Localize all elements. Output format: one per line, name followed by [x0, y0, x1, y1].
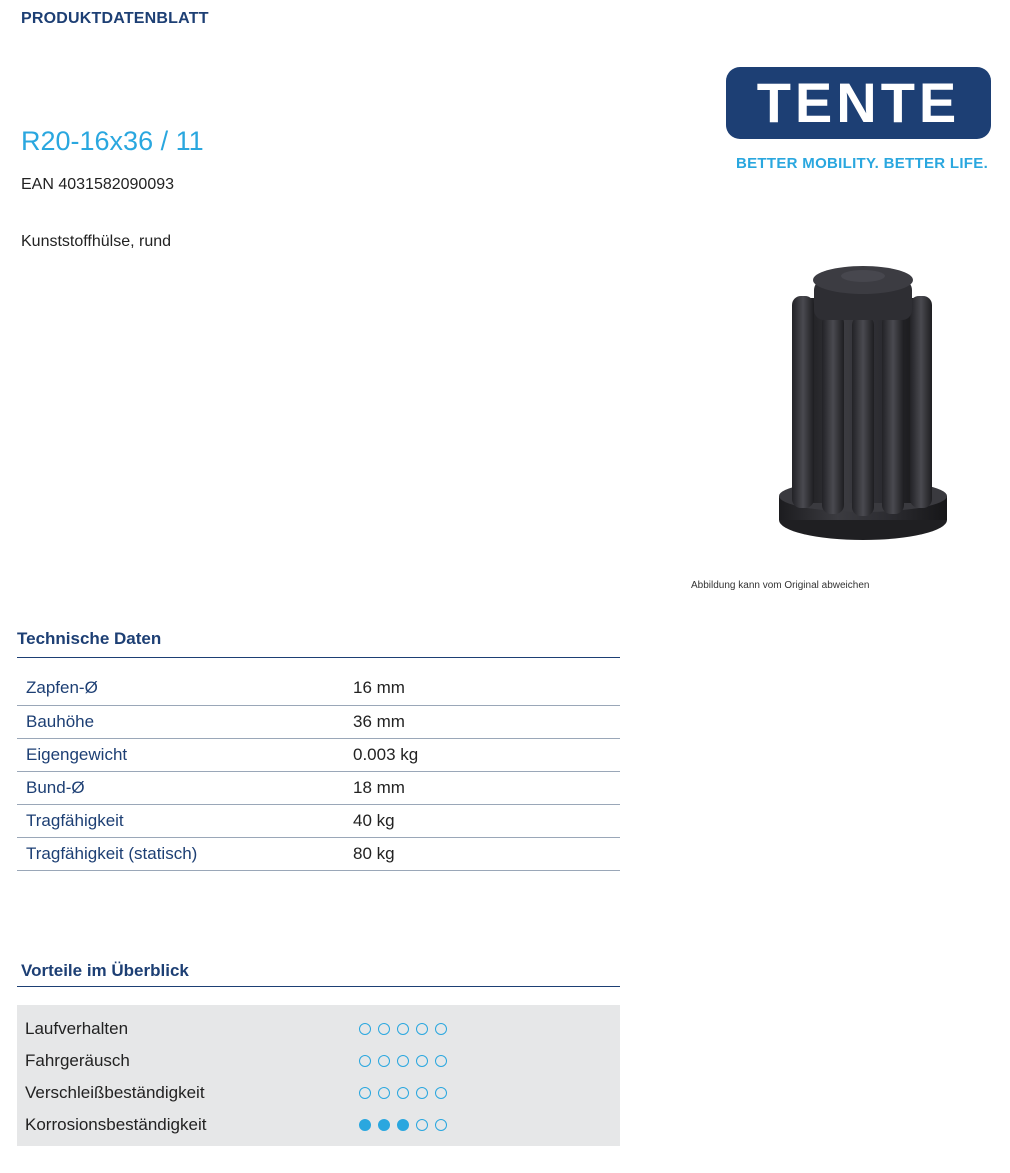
advantages-rule — [17, 986, 620, 987]
spec-label: Eigengewicht — [26, 744, 128, 764]
advantage-label: Laufverhalten — [25, 1019, 129, 1038]
rating-dot-empty-icon — [397, 1023, 409, 1035]
rating-dot-empty-icon — [416, 1119, 428, 1131]
advantages-title: Vorteile im Überblick — [21, 961, 189, 980]
rating-dot-empty-icon — [397, 1087, 409, 1099]
spec-row — [17, 705, 620, 738]
brand-tagline: BETTER MOBILITY. BETTER LIFE. — [736, 155, 989, 172]
technical-data-title: Technische Daten — [17, 629, 162, 648]
brand-logo-text: TENTE — [756, 71, 961, 134]
rating-dot-empty-icon — [378, 1023, 390, 1035]
spec-row — [17, 804, 620, 837]
rating-dot-empty-icon — [378, 1055, 390, 1067]
document-type-label: PRODUKTDATENBLATT — [21, 10, 209, 27]
brand-logo — [726, 67, 991, 139]
product-title: R20-16x36 / 11 — [21, 126, 204, 156]
spec-row — [17, 738, 620, 771]
rating-dots — [359, 1077, 447, 1109]
spec-row — [17, 771, 620, 804]
product-image — [770, 258, 955, 548]
rating-dots — [359, 1013, 447, 1045]
rating-dot-empty-icon — [397, 1055, 409, 1067]
advantage-label: Verschleißbeständigkeit — [25, 1083, 205, 1102]
spec-label: Zapfen-Ø — [26, 678, 98, 698]
advantage-row — [25, 1109, 615, 1141]
rating-dot-empty-icon — [416, 1087, 428, 1099]
spec-value: 40 kg — [353, 810, 395, 830]
spec-value: 18 mm — [353, 777, 405, 797]
spec-value: 16 mm — [353, 678, 405, 698]
spec-row — [17, 672, 620, 705]
image-caption: Abbildung kann vom Original abweichen — [691, 580, 870, 591]
ean-number: EAN 4031582090093 — [21, 176, 175, 193]
spec-row — [17, 837, 620, 870]
rating-dot-empty-icon — [378, 1087, 390, 1099]
spec-value: 0.003 kg — [353, 744, 419, 764]
rating-dot-filled-icon — [397, 1119, 409, 1131]
rating-dot-filled-icon — [378, 1119, 390, 1131]
rating-dot-empty-icon — [435, 1055, 447, 1067]
rating-dots — [359, 1109, 447, 1141]
rating-dot-empty-icon — [359, 1055, 371, 1067]
advantage-label: Fahrgeräusch — [25, 1051, 130, 1070]
rating-dot-empty-icon — [435, 1119, 447, 1131]
product-description: Kunststoffhülse, rund — [21, 233, 172, 250]
rating-dot-empty-icon — [359, 1023, 371, 1035]
spec-label: Tragfähigkeit (statisch) — [26, 843, 198, 863]
advantage-row — [25, 1045, 615, 1077]
technical-data-rule — [17, 657, 620, 658]
advantage-row — [25, 1077, 615, 1109]
rating-dot-empty-icon — [435, 1087, 447, 1099]
rating-dots — [359, 1045, 447, 1077]
advantages-panel — [17, 1005, 620, 1146]
rating-dot-empty-icon — [416, 1055, 428, 1067]
technical-data-table — [17, 672, 620, 871]
spec-label: Tragfähigkeit — [26, 810, 124, 830]
rating-dot-empty-icon — [416, 1023, 428, 1035]
rating-dot-filled-icon — [359, 1119, 371, 1131]
spec-label: Bund-Ø — [26, 777, 85, 797]
spec-value: 80 kg — [353, 843, 395, 863]
advantage-row — [25, 1013, 615, 1045]
rating-dot-empty-icon — [435, 1023, 447, 1035]
advantage-label: Korrosionsbeständigkeit — [25, 1115, 207, 1134]
spec-value: 36 mm — [353, 711, 405, 731]
rating-dot-empty-icon — [359, 1087, 371, 1099]
spec-label: Bauhöhe — [26, 711, 95, 731]
